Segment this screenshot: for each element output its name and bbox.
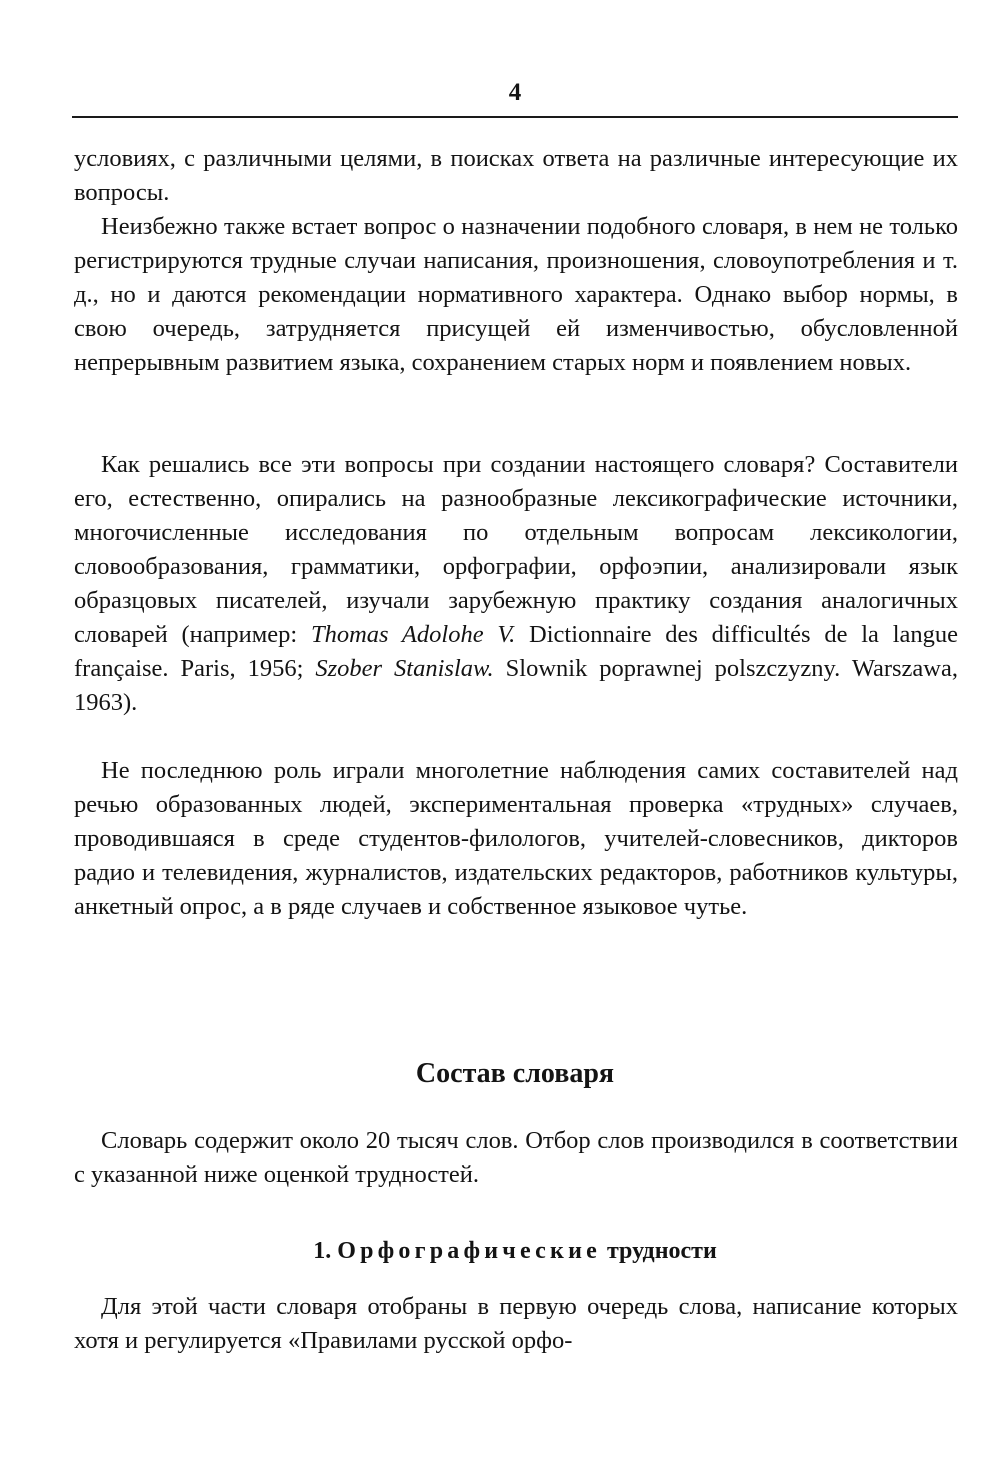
subsection-heading xyxy=(0,1233,1000,1269)
subsection-title-spaced: Орфографические xyxy=(337,1238,601,1264)
sources-text: Как решались все эти вопросы при создании настоящего словаря? Составители его, естественно, опирались на разнообразные лексикографические источники, многочисленные исследования по отдельным вопросам лексикологии, словообразования, грамматики, орфографии, орфоэпии, анализировали язык образцовых писателей, изучали зарубежную практику создания аналогичных словарей (например: xyxy=(74,451,958,648)
paragraph-continuation: условиях, с различными целями, в поисках ответа на различные интересующие их вопросы. xyxy=(74,145,958,206)
paragraph-observations: Не последнюю роль играли многолетние наблюдения самих составителей над речью образованных людей, экспериментальная проверка «трудных» случаев, проводившаяся в среде студентов-филологов, учителей-словесников, дикторов радио и телевидения, журналистов, издательских редакторов, работников культуры, анкетный опрос, а в ряде случаев и собственное языковое чутье. xyxy=(74,757,958,920)
reference-title-dictionnaire: Dictionnaire des difficultés de la langue française. Paris, 1956; xyxy=(74,621,958,682)
subsection-number: 1. xyxy=(313,1238,338,1264)
header-rule xyxy=(72,116,958,118)
subsection-title-rest: трудности xyxy=(600,1238,717,1264)
paragraph-dictionary-composition: Словарь содержит около 20 тысяч слов. Отбор слов производился в соответствии с указанной ниже оценкой трудностей. xyxy=(74,1127,958,1188)
paragraph-orthographic-difficulties: Для этой части словаря отобраны в первую очередь слова, написание которых хотя и регулируется «Правилами русской орфо- xyxy=(74,1293,958,1354)
reference-author-szober: Szober Stanislaw. xyxy=(315,655,494,682)
page-number: 4 xyxy=(508,79,522,106)
paragraph-sources xyxy=(74,448,958,720)
reference-author-thomas: Thomas Adolohe V. xyxy=(310,621,516,648)
reference-title-slownik: Slownik poprawnej polszczyzny. Warszawa, 1963). xyxy=(74,655,959,716)
paragraph-dictionary-purpose: Неизбежно также встает вопрос о назначении подобного словаря, в нем не только регистрируются трудные случаи написания, произношения, словоупотребления и т. д., но и даются рекомендации нормативного характера. Однако выбор нормы, в свою очередь, затрудняется присущей ей изменчивостью, обусловленной непрерывным развитием языка, сохранением старых норм и появлением новых. xyxy=(74,213,958,376)
section-heading: Состав словаря xyxy=(415,1058,615,1089)
